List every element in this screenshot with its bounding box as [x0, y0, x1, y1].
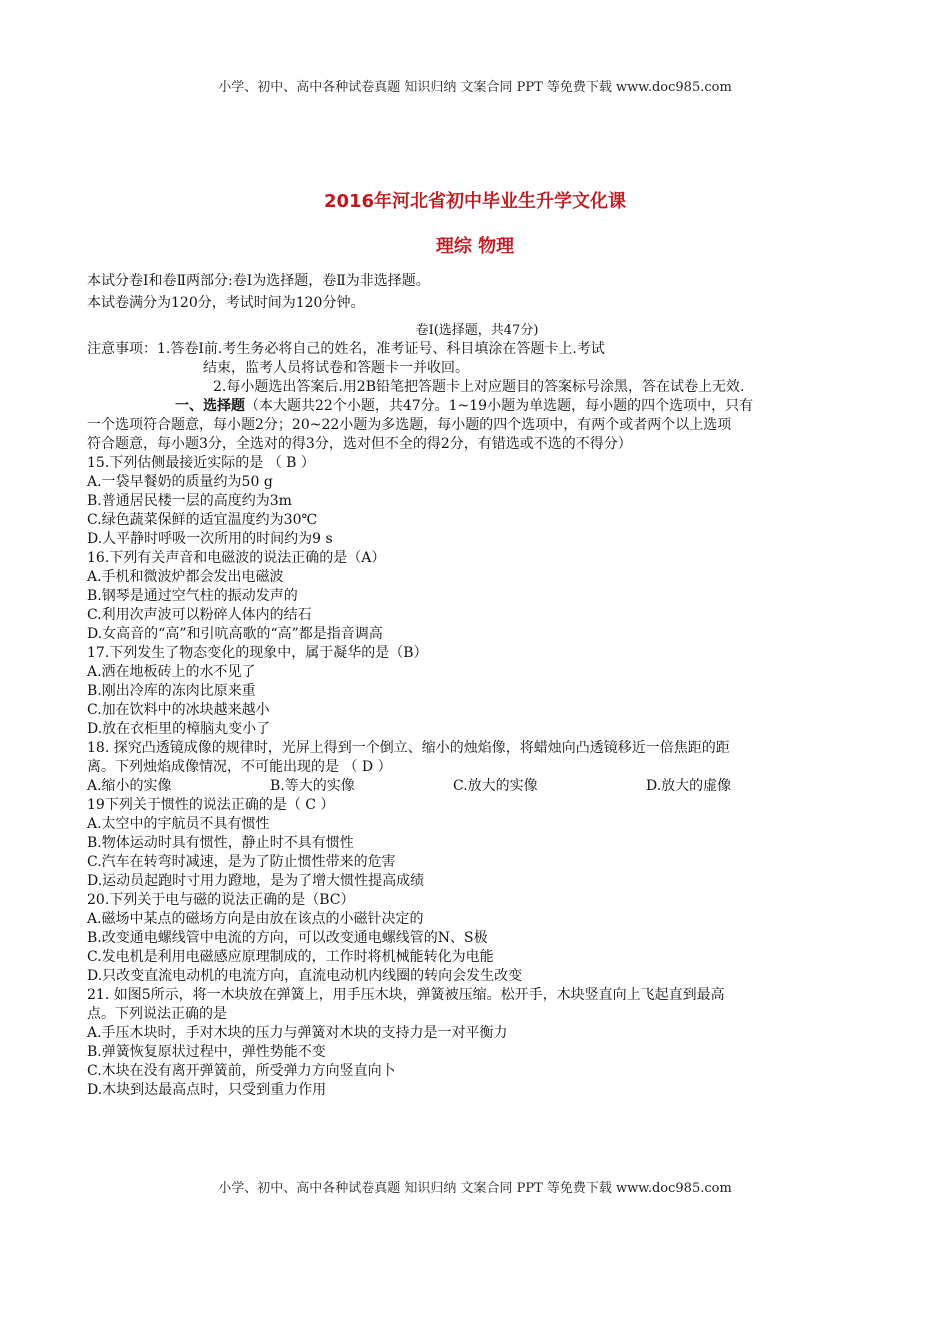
exam-title: 2016年河北省初中毕业生升学文化课 — [323, 191, 627, 212]
option: B.刚出冷库的冻肉比原来重 — [87, 683, 256, 699]
question-stem: 19下列关于惯性的说法正确的是（ C ） — [87, 797, 335, 813]
section-desc-3: 符合题意，每小题3分，全选对的得3分，选对但不全的得2分，有错选或不选的不得分） — [87, 436, 632, 452]
option: D.只改变直流电动机的电流方向，直流电动机内线圈的转向会发生改变 — [87, 968, 523, 984]
option: B.物体运动时具有惯性，静止时不具有惯性 — [87, 835, 354, 851]
option: A.一袋早餐奶的质量约为50 g — [87, 474, 273, 490]
option: B.等大的实像 — [270, 778, 355, 794]
option: A.手压木块时，手对木块的压力与弹簧对木块的支持力是一对平衡力 — [87, 1025, 508, 1041]
option: C.木块在没有离开弹簧前，所受弹力方向竖直向卜 — [87, 1063, 396, 1079]
question-stem: 18. 探究凸透镜成像的规律时，光屏上得到一个倒立、缩小的烛焰像，将蜡烛向凸透镜移近一倍焦距的距 — [87, 740, 730, 756]
option: D.放在衣柜里的樟脑丸变小了 — [87, 721, 271, 737]
option: D.木块到达最高点时，只受到重力作用 — [87, 1082, 327, 1098]
option-row — [87, 777, 867, 796]
option: D.女高音的“高”和引吭高歌的“高”都是指音调高 — [87, 626, 383, 642]
section-desc-2: 一个选项符合题意，每小题2分；20~22小题为多选题，每小题的四个选项中，有两个或者两个以上选项 — [87, 417, 732, 433]
page-footer: 小学、初中、高中各种试卷真题 知识归纳 文案合同 PPT 等免费下载 www.doc985.com — [218, 1181, 732, 1196]
option: C.放大的实像 — [453, 778, 538, 794]
option: A.洒在地板砖上的水不见了 — [87, 664, 256, 680]
option: D.运动员起跑时寸用力蹬地，是为了增大惯性提高成绩 — [87, 873, 425, 889]
option: A.太空中的宇航员不具有惯性 — [87, 816, 270, 832]
option: D.人平静时呼吸一次所用的时间约为9 s — [87, 531, 333, 547]
section-intro — [87, 397, 867, 416]
option: B.弹簧恢复原状过程中，弹性势能不变 — [87, 1044, 326, 1060]
exam-subtitle: 理综 物理 — [435, 236, 515, 257]
option: A.磁场中某点的磁场方向是由放在该点的小磁针决定的 — [87, 911, 424, 927]
option: C.利用次声波可以粉碎人体内的结石 — [87, 607, 312, 623]
option: C.绿色蔬菜保鲜的适宜温度约为30℃ — [87, 512, 318, 528]
exam-body — [87, 321, 867, 1100]
question-stem: 17.下列发生了物态变化的现象中，属于凝华的是（B） — [87, 645, 428, 661]
question-stem-cont: 离。下列烛焰成像情况，不可能出现的是 （ D ） — [87, 759, 392, 775]
option: C.加在饮料中的冰块越来越小 — [87, 702, 270, 718]
option: B.普通居民楼一层的高度约为3m — [87, 493, 292, 509]
notice-line-3: 2.每小题选出答案后.用2B铅笔把答题卡上对应题目的答案标号涂黑，答在试卷上无效. — [213, 379, 745, 395]
notice-line-2: 结束，监考人员将试卷和答题卡一并收回。 — [203, 360, 469, 376]
option: A.缩小的实像 — [87, 778, 172, 794]
option: A.手机和微波炉都会发出电磁波 — [87, 569, 284, 585]
option: B.钢琴是通过空气柱的振动发声的 — [87, 588, 298, 604]
section-label: 一、选择题 — [175, 398, 245, 414]
question-stem-cont: 点。下列说法正确的是 — [87, 1006, 227, 1022]
question-stem: 20.下列关于电与磁的说法正确的是（BC） — [87, 892, 355, 908]
intro — [87, 272, 867, 320]
option: C.汽车在转弯时减速，是为了防止惯性带来的危害 — [87, 854, 396, 870]
page-header: 小学、初中、高中各种试卷真题 知识归纳 文案合同 PPT 等免费下载 www.doc985.com — [218, 80, 732, 95]
intro-line: 本试分卷Ⅰ和卷Ⅱ两部分:卷Ⅰ为选择题，卷Ⅱ为非选择题。 — [87, 273, 430, 289]
question-stem: 21. 如图5所示，将一木块放在弹簧上，用手压木块，弹簧被压缩。松开手，木块竖直向上飞起直到最高 — [87, 987, 725, 1003]
notice-line-1: 注意事项：1.答卷Ⅰ前.考生务必将自己的姓名，准考证号、科目填涂在答题卡上.考试 — [87, 341, 605, 357]
question-stem: 16.下列有关声音和电磁波的说法正确的是（A） — [87, 550, 386, 566]
question-stem: 15.下列估侧最接近实际的是 （ B ） — [87, 455, 315, 471]
part1-heading: 卷Ⅰ(选择题，共47分) — [415, 323, 539, 338]
section-desc: （本大题共22个小题，共47分。1~19小题为单选题，每小题的四个选项中，只有 — [245, 398, 754, 414]
intro-line: 本试卷满分为120分，考试时间为120分钟。 — [87, 295, 365, 311]
option: D.放大的虚像 — [646, 778, 732, 794]
option: C.发电机是利用电磁感应原理制成的，工作时将机械能转化为电能 — [87, 949, 494, 965]
option: B.改变通电螺线管中电流的方向，可以改变通电螺线管的N、S极 — [87, 930, 488, 946]
